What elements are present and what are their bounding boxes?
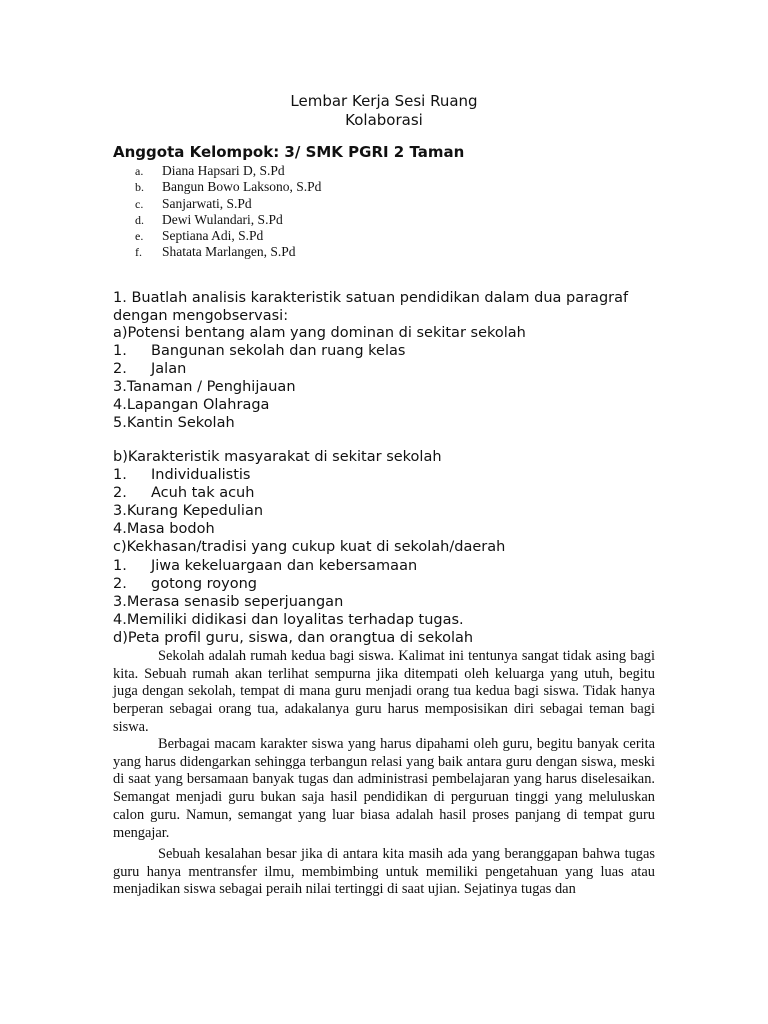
item-number: 4. [113, 397, 127, 414]
sections-b-to-d [113, 448, 673, 647]
member-item [113, 163, 321, 179]
item-number: 3. [113, 379, 127, 396]
document-title [0, 92, 768, 130]
section-heading: c)Kekhasan/tradisi yang cukup kuat di sekolah/daerah [113, 539, 506, 556]
body-paragraph [113, 846, 655, 899]
item-number: 3. [113, 593, 127, 610]
item-number: 3. [113, 503, 127, 520]
member-item [113, 228, 321, 244]
title-line-1: Lembar Kerja Sesi Ruang [290, 92, 478, 110]
section-heading: d)Peta profil guru, siswa, dan orangtua di sekolah [113, 629, 474, 646]
list-item [113, 484, 673, 502]
item-text: Memiliki didikasi dan loyalitas terhadap tugas. [126, 611, 464, 628]
list-item [113, 557, 673, 575]
member-name: Dewi Wulandari, S.Pd [162, 211, 283, 227]
list-marker: d. [135, 212, 144, 227]
member-name: Septiana Adi, S.Pd [162, 228, 264, 244]
list-item [113, 414, 673, 432]
body-paragraph [113, 736, 655, 842]
item-text: Bangunan sekolah dan ruang kelas [151, 343, 406, 360]
list-marker: e. [135, 229, 144, 244]
title-line-2: Kolaborasi [345, 111, 423, 129]
paragraph-text: Sebuah kesalahan besar jika di antara kita masih ada yang beranggapan bahwa tugas guru hanya mentransfer ilmu, membimbing untuk memiliki pengetahuan yang luas atau menjadikan siswa sebagai peraih nilai tertinggi di saat ujian. Sejatinya tugas dan [113, 846, 655, 898]
list-item [113, 593, 673, 611]
question-1-text: 1. Buatlah analisis karakteristik satuan pendidikan dalam dua paragraf dengan mengobservasi: [113, 290, 629, 324]
paragraph-text: Sekolah adalah rumah kedua bagi siswa. Kalimat ini tentunya sangat tidak asing bagi kita. Sebuah rumah akan terlihat sempurna jika ditempati oleh keluarga yang utuh, begitu juga dengan sekolah, tempat di mana guru menjadi orang tua kedua bagi siswa. Tidak hanya berperan sebagai orang tua, adakalanya guru harus memposisikan diri sebagai teman bagi siswa. [113, 648, 655, 735]
paragraph-text: Berbagai macam karakter siswa yang harus dipahami oleh guru, begitu banyak cerita yang harus didengarkan sehingga terbangun relasi yang baik antara guru dengan siswa, meski di saat yang bersamaan banyak tugas dan administrasi pembelajaran yang harus diselesaikan. Semangat menjadi guru bukan saja hasil pendidikan di perguruan tinggi yang meluluskan calon guru. Namun, semangat yang luar biasa adalah hasil proses panjang di tempat guru mengajar. [113, 736, 655, 841]
list-marker: f. [135, 245, 142, 260]
member-item [113, 196, 321, 212]
section-a [113, 324, 673, 433]
member-name: Sanjarwati, S.Pd [162, 195, 252, 211]
members-heading: Anggota Kelompok: 3/ SMK PGRI 2 Taman [113, 143, 465, 161]
item-number: 1. [113, 557, 127, 574]
item-text: Masa bodoh [126, 521, 215, 538]
list-item [113, 575, 673, 593]
item-text: Merasa senasib seperjuangan [126, 593, 344, 610]
item-text: Jalan [151, 361, 187, 378]
section-heading: a)Potensi bentang alam yang dominan di sekitar sekolah [113, 325, 526, 341]
member-item [113, 244, 321, 260]
item-text: Tanaman / Penghijauan [126, 379, 296, 396]
item-number: 4. [113, 611, 127, 628]
item-text: gotong royong [151, 575, 257, 592]
list-item [113, 466, 673, 484]
list-item [113, 502, 673, 520]
list-marker: b. [135, 180, 144, 195]
list-item [113, 342, 673, 360]
list-item [113, 520, 673, 538]
question-1 [113, 289, 673, 325]
member-name: Diana Hapsari D, S.Pd [162, 163, 285, 178]
member-name: Bangun Bowo Laksono, S.Pd [162, 179, 322, 195]
item-number: 2. [113, 575, 127, 592]
body-paragraph [113, 648, 655, 737]
item-number: 1. [113, 343, 127, 360]
item-text: Kantin Sekolah [126, 415, 235, 432]
member-name: Shatata Marlangen, S.Pd [162, 244, 296, 260]
item-text: Kurang Kepedulian [126, 503, 264, 520]
member-item [113, 179, 321, 195]
item-number: 5. [113, 415, 127, 432]
item-number: 4. [113, 521, 127, 538]
members-list [113, 163, 321, 261]
item-text: Acuh tak acuh [151, 485, 255, 502]
list-marker: c. [135, 196, 144, 211]
member-item [113, 212, 321, 228]
item-text: Individualistis [151, 467, 251, 484]
item-text: Lapangan Olahraga [126, 397, 270, 414]
section-heading: b)Karakteristik masyarakat di sekitar sekolah [113, 449, 442, 465]
list-item [113, 360, 673, 378]
item-number: 1. [113, 467, 127, 484]
list-item [113, 611, 673, 629]
list-item [113, 378, 673, 396]
item-number: 2. [113, 485, 127, 502]
item-text: Jiwa kekeluargaan dan kebersamaan [151, 557, 418, 574]
list-item [113, 396, 673, 414]
item-number: 2. [113, 361, 127, 378]
list-marker: a. [135, 164, 144, 178]
